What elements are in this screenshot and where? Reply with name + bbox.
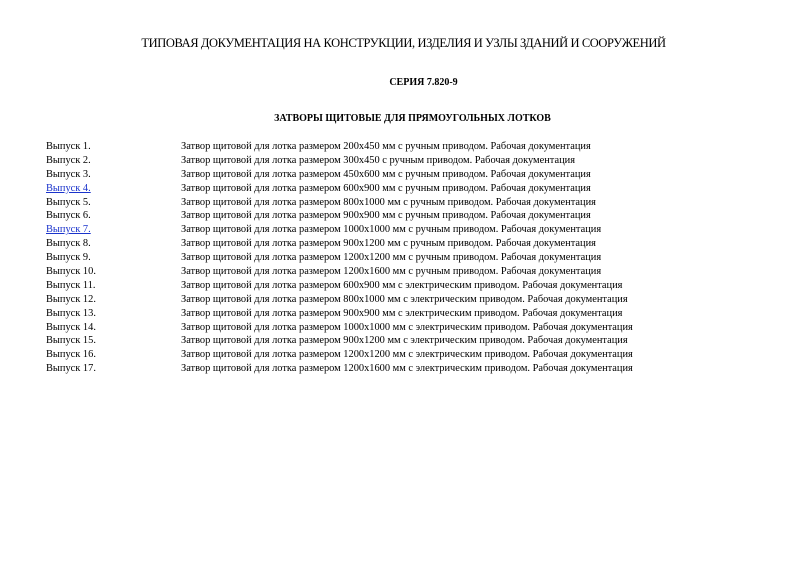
issue-number: Выпуск 9. — [46, 252, 91, 264]
issue-description: Затвор щитовой для лотка размером 800x1000 мм с электрическим приводом. Рабочая документация — [181, 293, 628, 305]
issue-number: Выпуск 8. — [46, 238, 91, 250]
issue-row — [46, 265, 786, 279]
issue-row — [46, 237, 786, 251]
issue-number: Выпуск 10. — [46, 266, 96, 278]
issue-row — [46, 182, 786, 196]
issue-description: Затвор щитовой для лотка размером 900x1200 мм с ручным приводом. Рабочая документация — [181, 238, 596, 250]
issue-number: Выпуск 16. — [46, 349, 96, 361]
issue-row — [46, 348, 786, 362]
issue-row — [46, 293, 786, 307]
issue-list — [46, 140, 786, 376]
issue-number: Выпуск 6. — [46, 210, 91, 222]
issue-description: Затвор щитовой для лотка размером 300x450 с ручным приводом. Рабочая документация — [181, 154, 575, 166]
issue-description: Затвор щитовой для лотка размером 900x900 мм с ручным приводом. Рабочая документация — [181, 210, 591, 222]
issue-number: Выпуск 1. — [46, 141, 91, 152]
issue-description: Затвор щитовой для лотка размером 200x450 мм с ручным приводом. Рабочая документация — [181, 141, 591, 152]
issue-link[interactable]: Выпуск 4. — [46, 182, 91, 194]
issue-description: Затвор щитовой для лотка размером 800x1000 мм с ручным приводом. Рабочая документация — [181, 196, 596, 208]
issue-row — [46, 140, 786, 154]
issue-description: Затвор щитовой для лотка размером 900x900 мм с электрическим приводом. Рабочая документация — [181, 307, 623, 319]
issue-number: Выпуск 15. — [46, 335, 96, 347]
issue-number: Выпуск 3. — [46, 168, 91, 180]
issue-row — [46, 251, 786, 265]
issue-description: Затвор щитовой для лотка размером 1200x1600 мм с ручным приводом. Рабочая документация — [181, 266, 602, 278]
document-title: ТИПОВАЯ ДОКУМЕНТАЦИЯ НА КОНСТРУКЦИИ, ИЗДЕЛИЯ И УЗЛЫ ЗДАНИЙ И СООРУЖЕНИЙ — [141, 36, 666, 50]
issue-description: Затвор щитовой для лотка размером 900x1200 мм с электрическим приводом. Рабочая документация — [181, 335, 628, 347]
issue-number: Выпуск 5. — [46, 196, 91, 208]
issue-row — [46, 307, 786, 321]
issue-number: Выпуск 12. — [46, 293, 96, 305]
issue-row — [46, 196, 786, 210]
issue-number: Выпуск 17. — [46, 363, 96, 375]
issue-number: Выпуск 11. — [46, 279, 96, 291]
issue-row — [46, 334, 786, 348]
issue-row — [46, 321, 786, 335]
issue-row — [46, 279, 786, 293]
issue-description: Затвор щитовой для лотка размером 600x900 мм с ручным приводом. Рабочая документация — [181, 182, 591, 194]
issue-row — [46, 168, 786, 182]
issue-number: Выпуск 13. — [46, 307, 96, 319]
issue-description: Затвор щитовой для лотка размером 450x600 мм с ручным приводом. Рабочая документация — [181, 168, 591, 180]
issue-row — [46, 362, 786, 376]
issue-description: Затвор щитовой для лотка размером 600x900 мм с электрическим приводом. Рабочая документация — [181, 279, 623, 291]
issue-description: Затвор щитовой для лотка размером 1000x1000 мм с электрическим приводом. Рабочая документация — [181, 321, 633, 333]
series-number: СЕРИЯ 7.820-9 — [389, 77, 458, 88]
issue-row — [46, 154, 786, 168]
issue-description: Затвор щитовой для лотка размером 1000x1000 мм с ручным приводом. Рабочая документация — [181, 224, 602, 236]
series-subject: ЗАТВОРЫ ЩИТОВЫЕ ДЛЯ ПРЯМОУГОЛЬНЫХ ЛОТКОВ — [274, 113, 551, 124]
issue-description: Затвор щитовой для лотка размером 1200x1200 мм с электрическим приводом. Рабочая документация — [181, 349, 633, 361]
issue-description: Затвор щитовой для лотка размером 1200x1200 мм с ручным приводом. Рабочая документация — [181, 252, 602, 264]
issue-number: Выпуск 14. — [46, 321, 96, 333]
issue-row — [46, 209, 786, 223]
issue-link[interactable]: Выпуск 7. — [46, 224, 91, 236]
issue-description: Затвор щитовой для лотка размером 1200x1600 мм с электрическим приводом. Рабочая документация — [181, 363, 633, 375]
issue-row — [46, 223, 786, 237]
issue-number: Выпуск 2. — [46, 154, 91, 166]
